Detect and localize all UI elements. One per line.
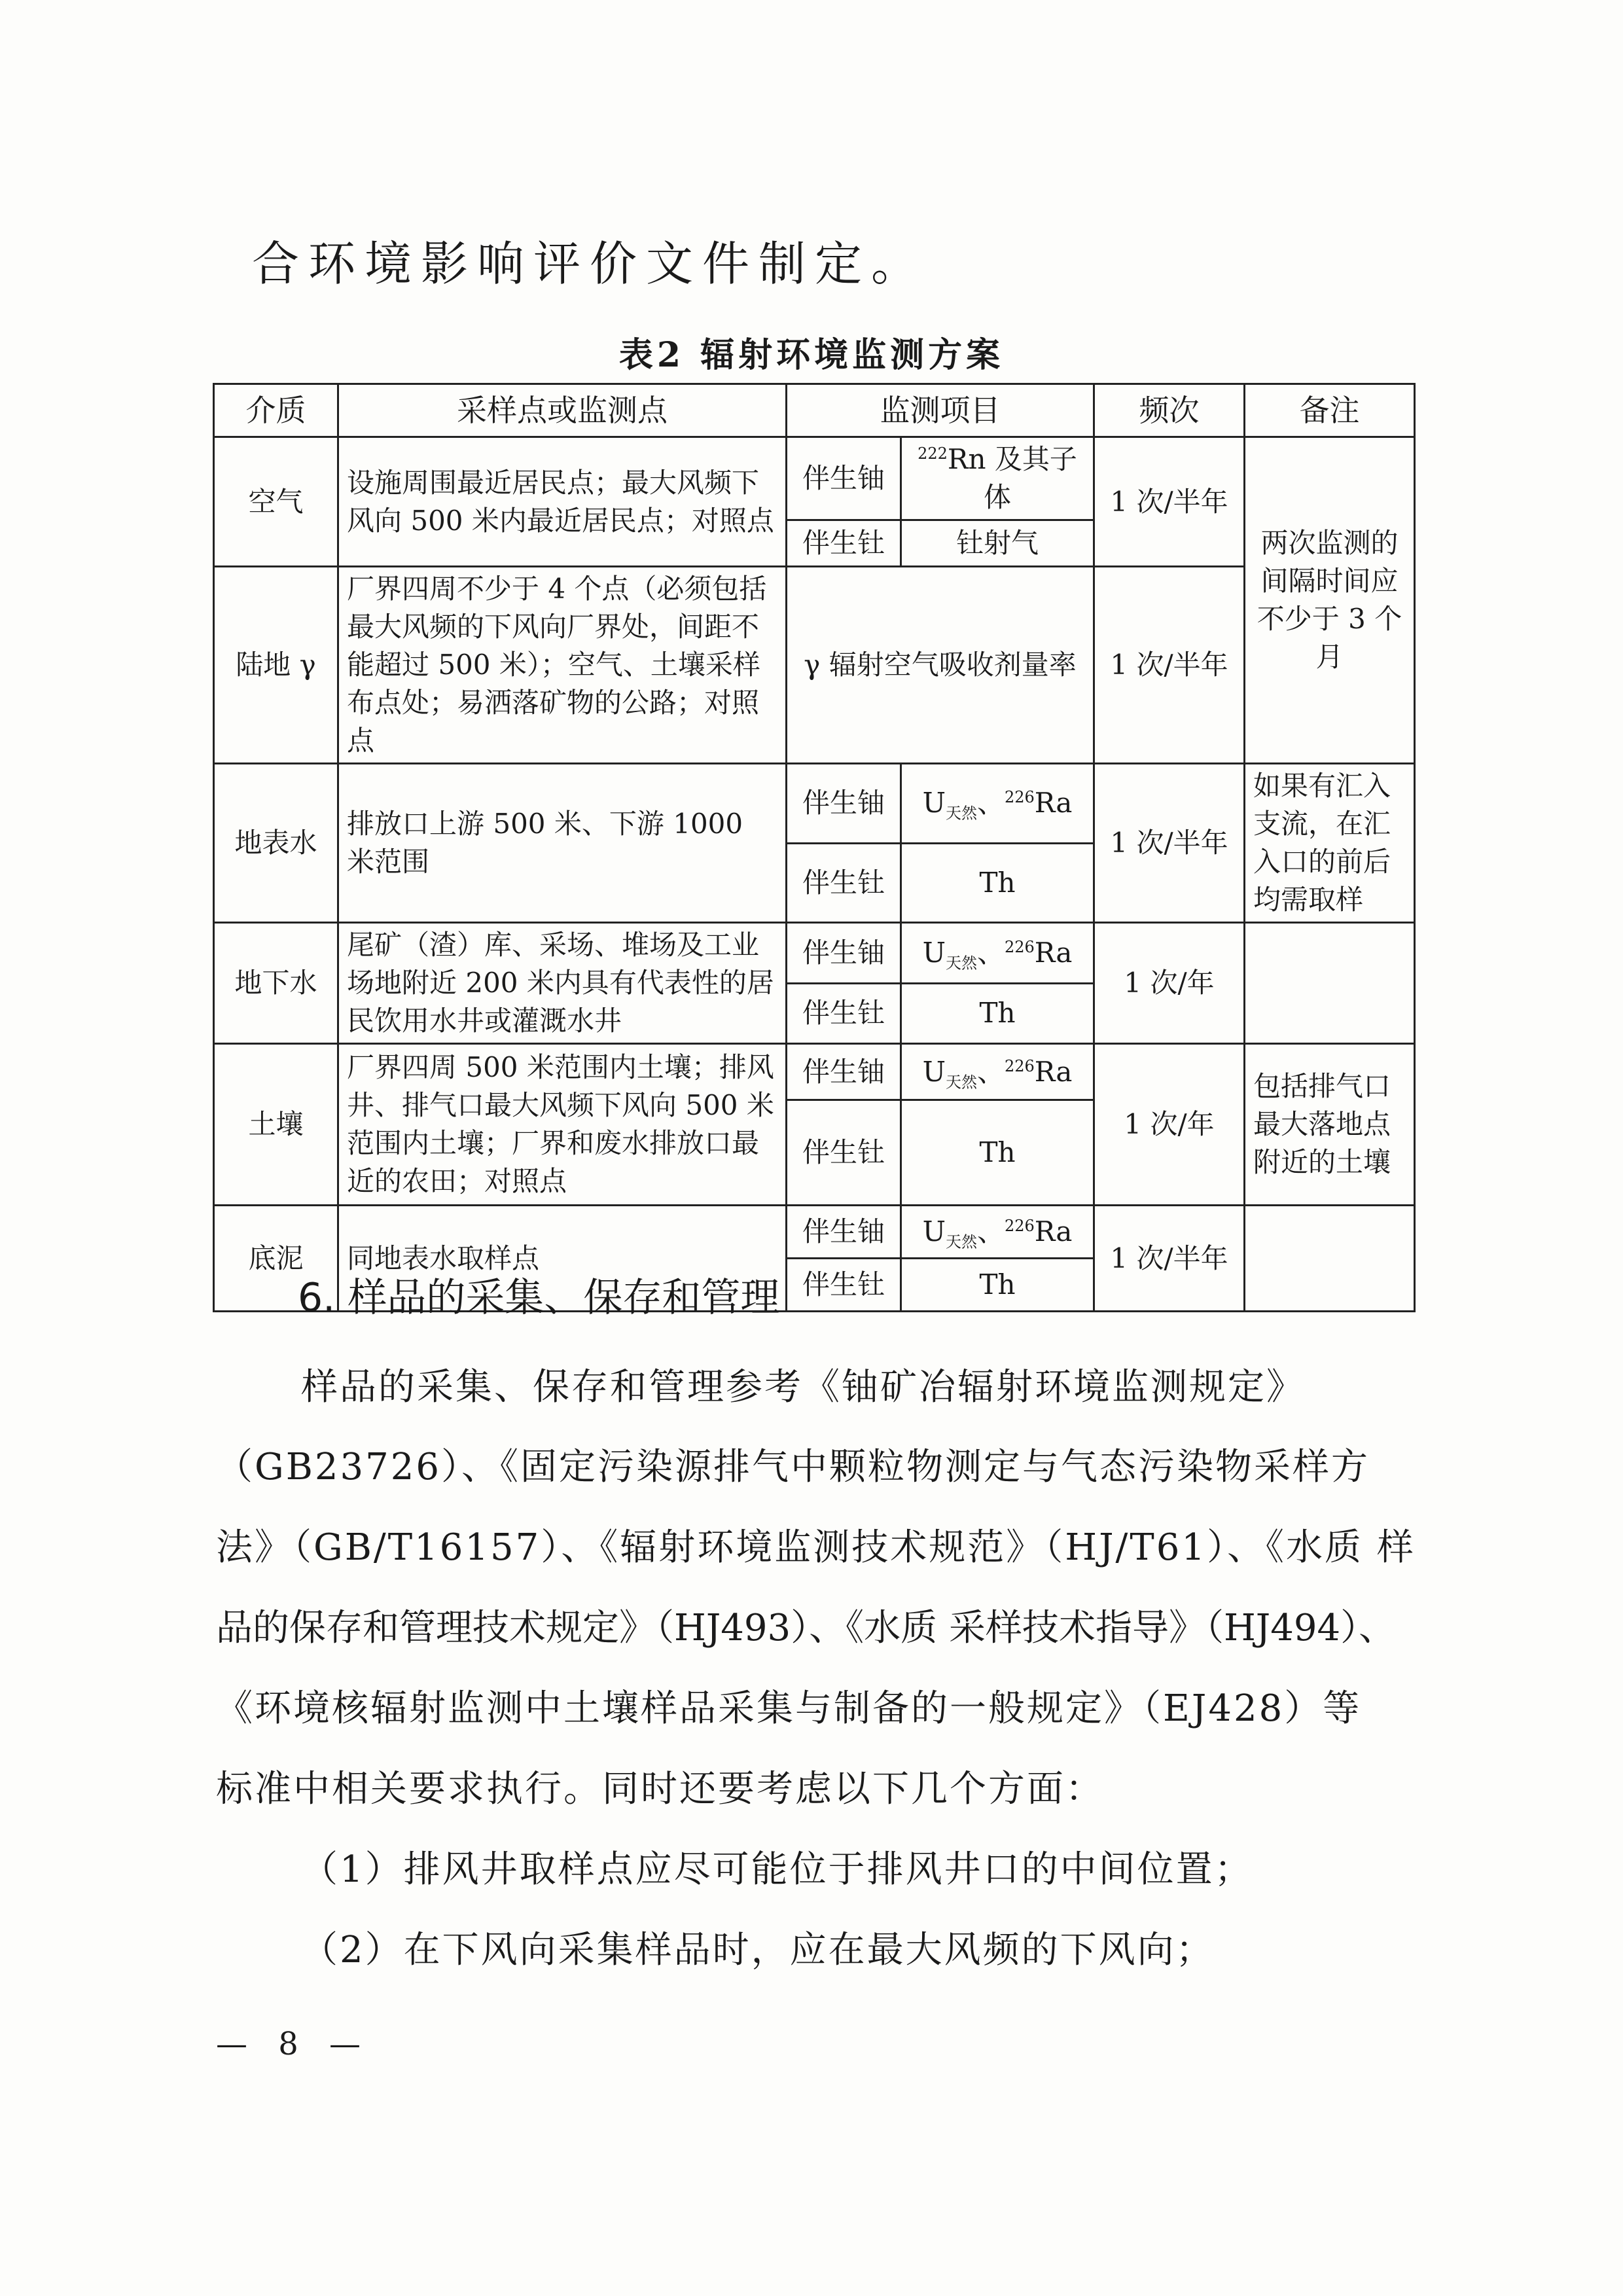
u-label-cell: 伴生铀 <box>787 923 901 984</box>
frequency-cell: 1 次/半年 <box>1094 1206 1245 1312</box>
table-row <box>214 764 1415 844</box>
u-label-cell: 伴生铀 <box>787 437 901 520</box>
points-cell: 厂界四周 500 米范围内土壤；排风井、排气口最大风频下风向 500 米范围内土壤；厂界和废水排放口最近的农田；对照点 <box>338 1044 787 1206</box>
table-header-row <box>214 384 1415 437</box>
th-label-cell: 伴生钍 <box>787 1259 901 1312</box>
th-item-cell: Th <box>901 983 1094 1044</box>
medium-cell: 地表水 <box>214 764 338 923</box>
th-item-cell: Th <box>901 843 1094 923</box>
u-label-cell: 伴生铀 <box>787 764 901 844</box>
points-cell: 厂界四周不少于 4 个点（必须包括最大风频的下风向厂界处，间距不能超过 500 米）；空气、土壤采样布点处；易洒落矿物的公路；对照点 <box>338 567 787 764</box>
paragraph-line: 品的保存和管理技术规定》（HJ493）、《水质 采样技术指导》（HJ494）、 <box>216 1607 1396 1649</box>
u-item-cell: $U_{天然}$、$^{226}$Ra <box>901 1044 1094 1100</box>
list-item: （2）在下风向采集样品时，应在最大风频的下风向； <box>301 1929 1215 1971</box>
section-heading: 6. 样品的采集、保存和管理 <box>298 1275 780 1321</box>
note-cell: 包括排气口最大落地点附近的土壤 <box>1245 1044 1415 1206</box>
note-cell: 两次监测的间隔时间应不少于 3 个月 <box>1245 437 1415 764</box>
th-label-cell: 伴生钍 <box>787 520 901 567</box>
paragraph-line: 标准中相关要求执行。同时还要考虑以下几个方面： <box>216 1768 1104 1810</box>
paragraph-line: （GB23726）、《固定污染源排气中颗粒物测定与气态污染物采样方 <box>216 1446 1370 1488</box>
header-items: 监测项目 <box>787 384 1094 437</box>
medium-cell: 底泥 <box>214 1206 338 1312</box>
th-item-cell: Th <box>901 1259 1094 1312</box>
body-paragraph <box>216 1358 1416 1971</box>
header-points: 采样点或监测点 <box>338 384 787 437</box>
points-cell: 尾矿（渣）库、采场、堆场及工业场地附近 200 米内具有代表性的居民饮用水井或灌溉水井 <box>338 923 787 1044</box>
note-cell-empty <box>1245 923 1415 1044</box>
u-label-cell: 伴生铀 <box>787 1206 901 1259</box>
item-cell: γ 辐射空气吸收剂量率 <box>787 567 1094 764</box>
frequency-cell: 1 次/半年 <box>1094 567 1245 764</box>
paragraph-line: 《环境核辐射监测中土壤样品采集与制备的一般规定》（EJ428）等 <box>216 1687 1362 1730</box>
lead-line: 合环境影响评价文件制定。 <box>252 236 928 291</box>
points-cell: 设施周围最近居民点；最大风频下风向 500 米内最近居民点；对照点 <box>338 437 787 567</box>
note-cell: 如果有汇入支流，在汇入口的前后均需取样 <box>1245 764 1415 923</box>
table-row <box>214 1206 1415 1259</box>
th-label-cell: 伴生钍 <box>787 843 901 923</box>
medium-cell: 地下水 <box>214 923 338 1044</box>
table-row <box>214 567 1415 764</box>
th-item-cell: 钍射气 <box>901 520 1094 567</box>
frequency-cell: 1 次/年 <box>1094 923 1245 1044</box>
u-label-cell: 伴生铀 <box>787 1044 901 1100</box>
th-item-cell: Th <box>901 1100 1094 1206</box>
points-cell: 排放口上游 500 米、下游 1000 米范围 <box>338 764 787 923</box>
header-note: 备注 <box>1245 384 1415 437</box>
header-medium: 介质 <box>214 384 338 437</box>
monitoring-table <box>213 383 1416 1312</box>
u-item-cell: $U_{天然}$、$^{226}$Ra <box>901 923 1094 984</box>
table-row <box>214 437 1415 520</box>
frequency-cell: 1 次/年 <box>1094 1044 1245 1206</box>
table-caption: 表2 辐射环境监测方案 <box>618 335 1005 375</box>
table-row <box>214 1044 1415 1100</box>
table-row <box>214 923 1415 984</box>
list-item: （1）排风井取样点应尽可能位于排风井口的中间位置； <box>301 1848 1253 1891</box>
points-cell: 同地表水取样点 <box>338 1206 787 1312</box>
th-label-cell: 伴生钍 <box>787 1100 901 1206</box>
note-cell-empty <box>1245 1206 1415 1312</box>
u-item-cell: $U_{天然}$、$^{226}$Ra <box>901 1206 1094 1259</box>
u-item-cell: $^{222}$Rn 及其子体 <box>901 437 1094 520</box>
page-number: — 8 — <box>216 2026 372 2062</box>
frequency-cell: 1 次/半年 <box>1094 437 1245 567</box>
u-item-cell: $U_{天然}$、$^{226}$Ra <box>901 764 1094 844</box>
paragraph-line: 样品的采集、保存和管理参考《铀矿冶辐射环境监测规定》 <box>301 1366 1305 1408</box>
medium-cell: 土壤 <box>214 1044 338 1206</box>
header-frequency: 频次 <box>1094 384 1245 437</box>
paragraph-line: 法》（GB/T16157）、《辐射环境监测技术规范》（HJ/T61）、《水质 样 <box>216 1526 1416 1569</box>
th-label-cell: 伴生钍 <box>787 983 901 1044</box>
medium-cell: 陆地 γ <box>214 567 338 764</box>
medium-cell: 空气 <box>214 437 338 567</box>
frequency-cell: 1 次/半年 <box>1094 764 1245 923</box>
